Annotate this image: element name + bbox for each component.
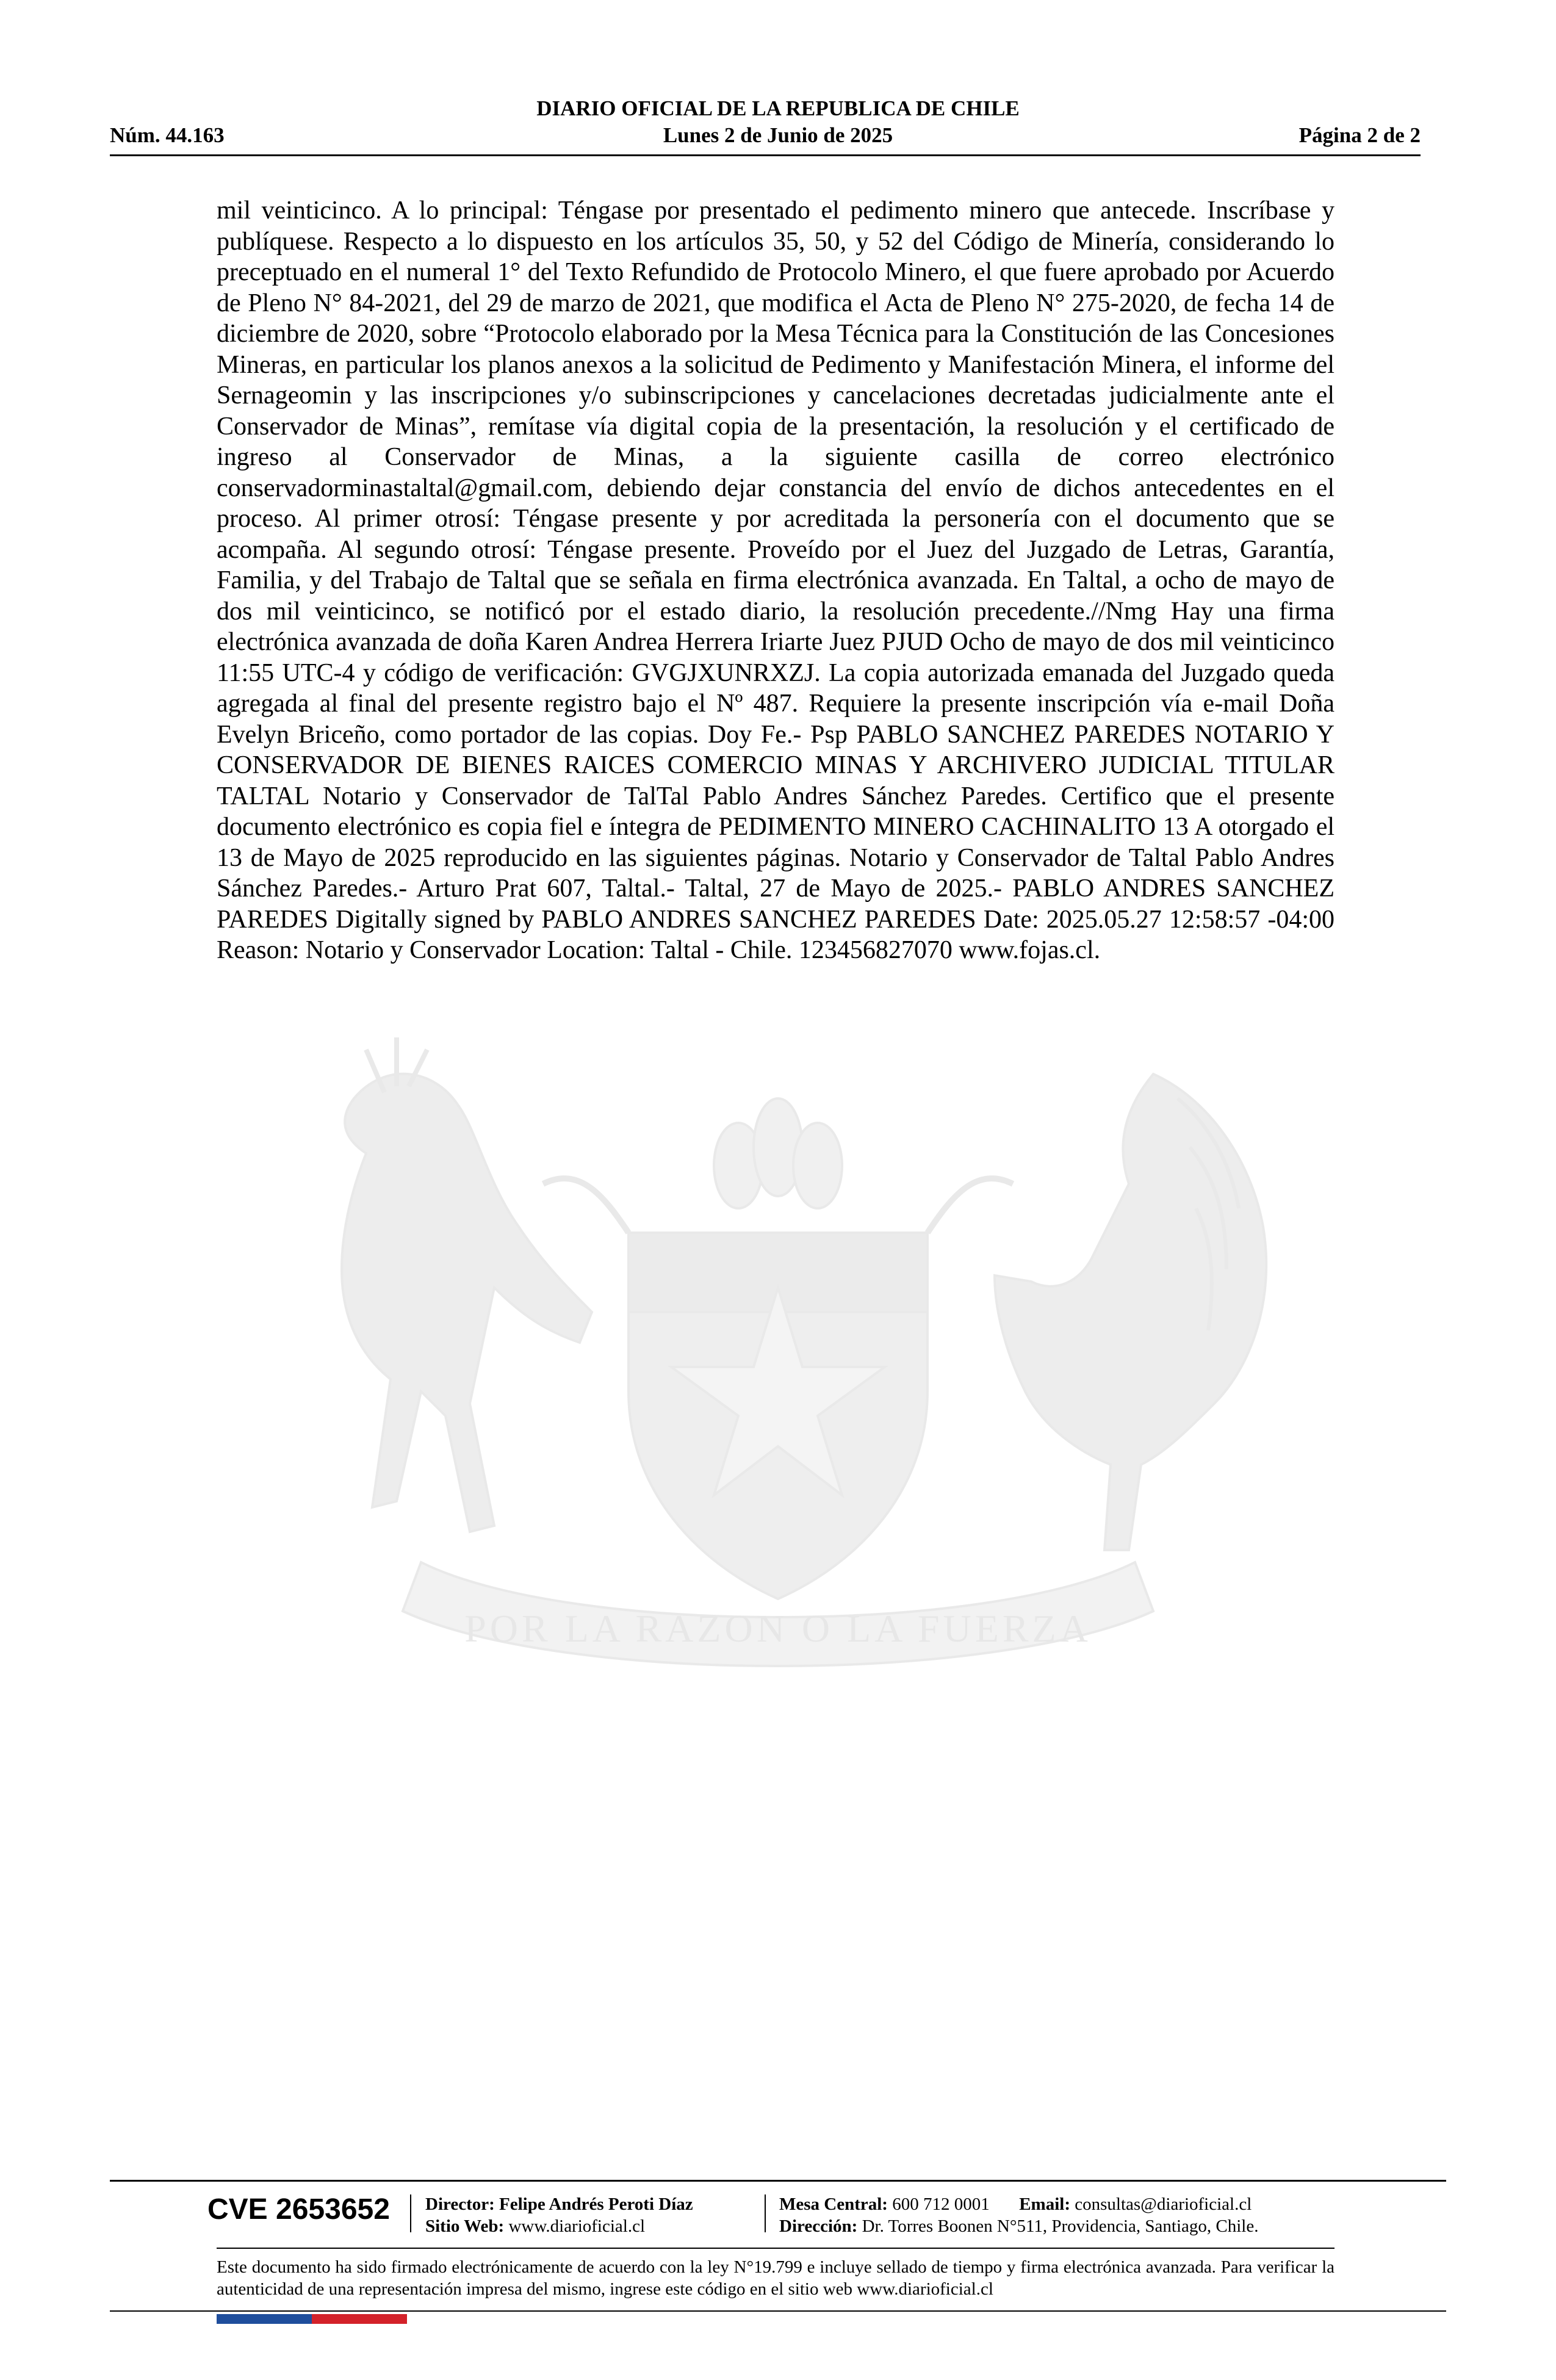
director-name: Felipe Andrés Peroti Díaz	[499, 2194, 693, 2214]
flag-blue-segment	[217, 2314, 312, 2324]
issue-number: Núm. 44.163	[110, 123, 225, 147]
footer-bottom-divider	[110, 2310, 1446, 2312]
issue-date: Lunes 2 de Junio de 2025	[663, 123, 893, 147]
website-link[interactable]: www.diarioficial.cl	[508, 2216, 646, 2236]
email-link[interactable]: consultas@diarioficial.cl	[1075, 2194, 1252, 2214]
legal-notice: Este documento ha sido firmado electrónicamente de acuerdo con la ley N°19.799 e incluye sellado de tiempo y firma electrónica avanzada. Para verificar la autenticidad de una representación impresa del mismo, ingrese este código en el sitio web www.diarioficial.cl	[217, 2257, 1334, 2299]
page-indicator: Página 2 de 2	[1298, 123, 1421, 147]
address-label: Dirección:	[779, 2216, 858, 2236]
footer-separator	[765, 2194, 766, 2232]
cve-code: CVE 2653652	[207, 2193, 390, 2226]
website-line	[425, 2215, 645, 2237]
footer-separator	[410, 2194, 411, 2232]
email-label: Email:	[1019, 2194, 1070, 2214]
website-label: Sitio Web:	[425, 2216, 505, 2236]
address-line	[779, 2215, 1258, 2237]
footer-top-divider	[110, 2180, 1446, 2182]
newspaper-title: DIARIO OFICIAL DE LA REPUBLICA DE CHILE	[536, 96, 1020, 120]
director-line	[425, 2193, 693, 2215]
coat-of-arms-motto: POR LA RAZON O LA FUERZA	[464, 1607, 1092, 1650]
address-value: Dr. Torres Boonen N°511, Providencia, Santiago, Chile.	[862, 2216, 1259, 2236]
header-divider	[110, 154, 1421, 156]
flag-red-segment	[312, 2314, 407, 2324]
contact-line	[779, 2193, 1252, 2215]
document-body: mil veinticinco. A lo principal: Téngase por presentado el pedimento minero que antecede. Inscríbase y publíquese. Respecto a lo dispuesto en los artículos 35, 50, y 52 del Código de Minería, considerando lo preceptuado en el numeral 1° del Texto Refundido de Protocolo Minero, el que fuere aprobado por Acuerdo de Pleno N° 84-2021, del 29 de marzo de 2021, que modifica el Acta de Pleno N° 275-2020, de fecha 14 de diciembre de 2020, sobre “Protocolo elaborado por la Mesa Técnica para la Constitución de las Concesiones Mineras, en particular los planos anexos a la solicitud de Pedimento y Manifestación Minera, el informe del Sernageomin y las inscripciones y/o subinscripciones y cancelaciones decretadas judicialmente ante el Conservador de Minas”, remítase vía digital copia de la presentación, la resolución y el certificado de ingreso al Conservador de Minas, a la siguiente casilla de correo electrónico conservadorminastaltal@gmail.com, debiendo dejar constancia del envío de dichos antecedentes en el proceso. Al primer otrosí: Téngase presente y por acreditada la personería con el documento que se acompaña. Al segundo otrosí: Téngase presente. Proveído por el Juez del Juzgado de Letras, Garantía, Familia, y del Trabajo de Taltal que se señala en firma electrónica avanzada. En Taltal, a ocho de mayo de dos mil veinticinco, se notificó por el estado diario, la resolución precedente.//Nmg Hay una firma electrónica avanzada de doña Karen Andrea Herrera Iriarte Juez PJUD Ocho de mayo de dos mil veinticinco 11:55 UTC-4 y código de verificación: GVGJXUNRXZJ. La copia autorizada emanada del Juzgado queda agregada al final del presente registro bajo el Nº 487. Requiere la presente inscripción vía e-mail Doña Evelyn Briceño, como portador de las copias. Doy Fe.- Psp PABLO SANCHEZ PAREDES NOTARIO Y CONSERVADOR DE BIENES RAICES COMERCIO MINAS Y ARCHIVERO JUDICIAL TITULAR TALTAL Notario y Conservador de TalTal Pablo Andres Sánchez Paredes. Certifico que el presente documento electrónico es copia fiel e íntegra de PEDIMENTO MINERO CACHINALITO 13 A otorgado el 13 de Mayo de 2025 reproducido en las siguientes páginas. Notario y Conservador de Taltal Pablo Andres Sánchez Paredes.- Arturo Prat 607, Taltal.- Taltal, 27 de Mayo de 2025.- PABLO ANDRES SANCHEZ PAREDES Digitally signed by PABLO ANDRES SANCHEZ PAREDES Date: 2025.05.27 12:58:57 -04:00 Reason: Notario y Conservador Location: Taltal - Chile. 123456827070 www.fojas.cl.	[217, 197, 1334, 964]
mesa-phone: 600 712 0001	[892, 2194, 990, 2214]
footer-mid-divider	[217, 2248, 1334, 2249]
chile-flag-bar	[217, 2314, 407, 2324]
mesa-label: Mesa Central:	[779, 2194, 888, 2214]
coat-of-arms-watermark	[201, 1025, 1355, 1684]
director-label: Director:	[425, 2194, 495, 2214]
